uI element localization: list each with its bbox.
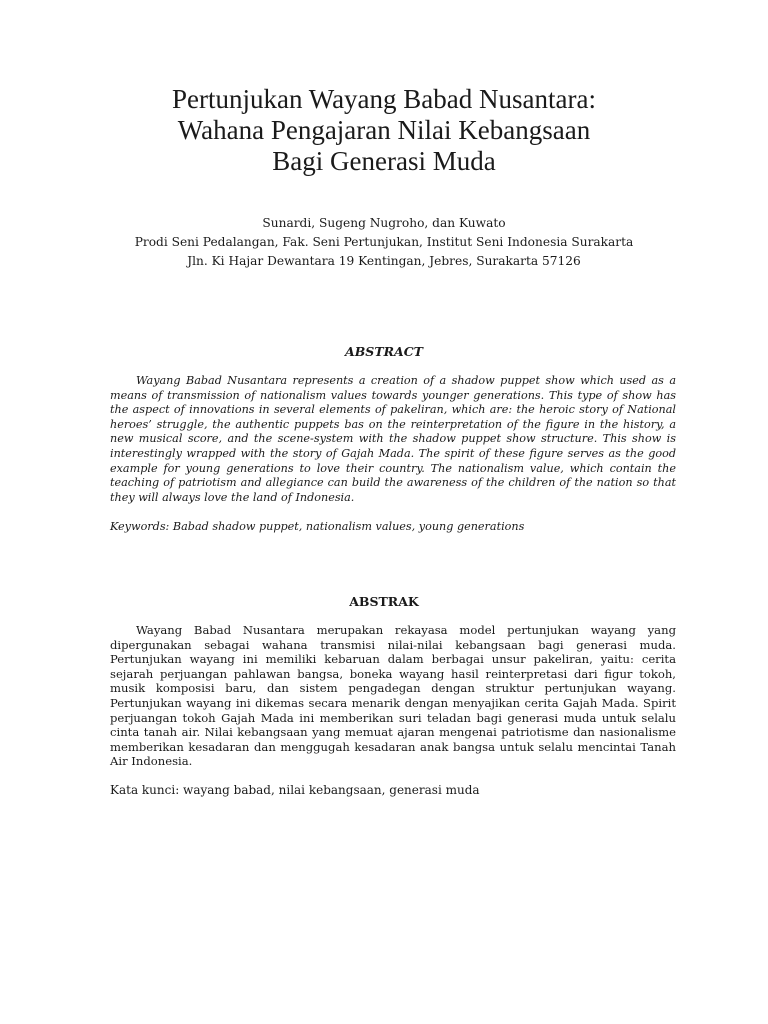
- title-line-1: Pertunjukan Wayang Babad Nusantara:: [172, 84, 596, 114]
- abstract-keywords: Keywords: Babad shadow puppet, nationalism values, young generations: [110, 520, 525, 533]
- abstract-body: Wayang Babad Nusantara represents a creation of a shadow puppet show which used as a means of transmission of nationalism values towards younger generations. This type of show has the aspect of innovations in several elements of pakeliran, which are: the heroic story of National heroes’ struggle, the authentic puppets bas on the reinterpretation of the figure in the history, a new musical score, and the scene-system with the shadow puppet show structure. This show is interestingly wrapped with the story of Gajah Mada. The spirit of these figure serves as the good example for young generations to love their country. The nationalism value, which contain the teaching of patriotism and allegiance can build the awareness of the children of the nation so that they will always love the land of Indonesia.: [110, 374, 676, 504]
- title-line-2: Wahana Pengajaran Nilai Kebangsaan: [177, 115, 591, 145]
- paper-title: [60, 84, 708, 177]
- author-names: Sunardi, Sugeng Nugroho, dan Kuwato: [262, 216, 506, 230]
- author-affiliation: Prodi Seni Pedalangan, Fak. Seni Pertunjukan, Institut Seni Indonesia Surakarta: [134, 235, 634, 249]
- abstrak-keywords: Kata kunci: wayang babad, nilai kebangsaan, generasi muda: [110, 783, 480, 797]
- author-block: [60, 214, 708, 271]
- abstrak-body: Wayang Babad Nusantara merupakan rekayasa model pertunjukan wayang yang dipergunakan sebagai wahana transmisi nilai-nilai kebangsaan bagi generasi muda. Pertunjukan wayang ini memiliki kebaruan dalam berbagai unsur pakeliran, yaitu: cerita sejarah perjuangan pahlawan bangsa, boneka wayang hasil reinterpretasi dari figur tokoh, musik komposisi baru, dan sistem pengadegan dengan struktur pertunjukan wayang. Pertunjukan wayang ini dikemas secara menarik dengan menyajikan cerita Gajah Mada. Spirit perjuangan tokoh Gajah Mada ini memberikan suri teladan bagi generasi muda untuk selalu cinta tanah air. Nilai kebangsaan yang memuat ajaran mengenai patriotisme dan nasionalisme memberikan kesadaran dan menggugah kesadaran anak bangsa untuk selalu mencintai Tanah Air Indonesia.: [110, 623, 676, 769]
- title-line-3: Bagi Generasi Muda: [272, 146, 496, 176]
- author-address: Jln. Ki Hajar Dewantara 19 Kentingan, Jebres, Surakarta 57126: [187, 254, 581, 268]
- abstract-heading: ABSTRACT: [345, 344, 423, 359]
- abstrak-heading: ABSTRAK: [349, 594, 419, 609]
